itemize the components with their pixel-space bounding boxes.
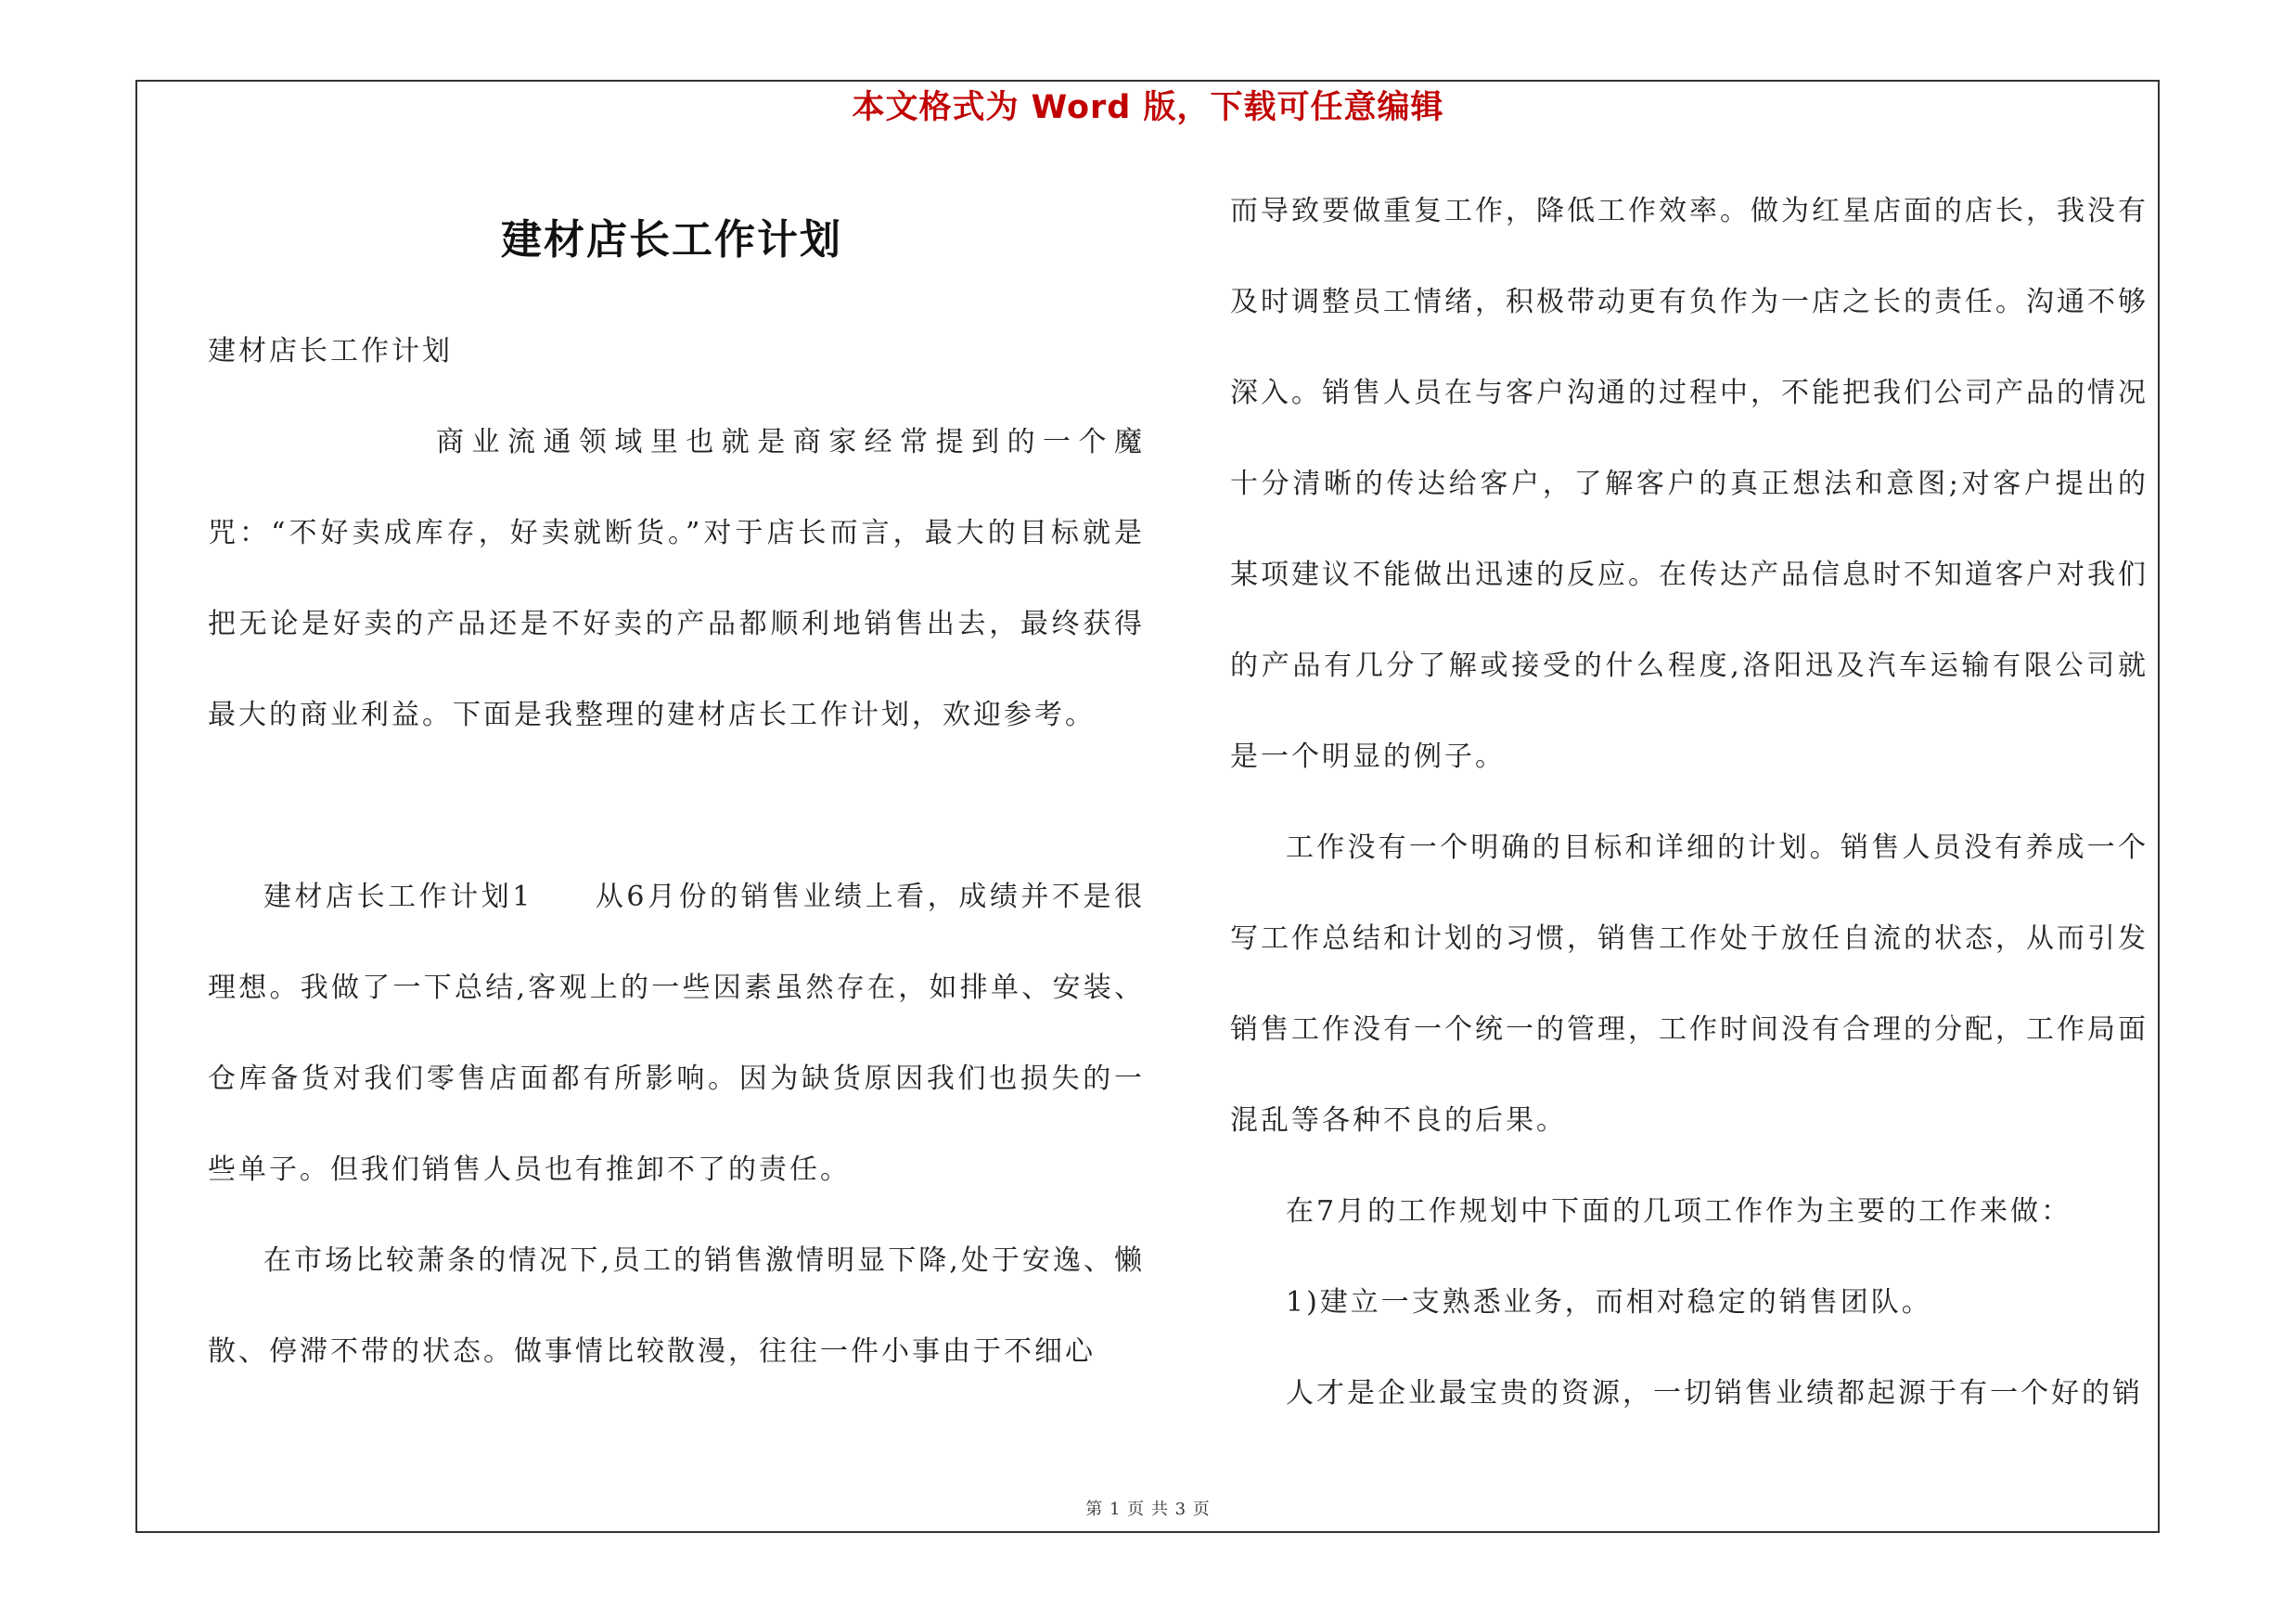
left-column: [208, 306, 1145, 1398]
paragraph-july-plan: 在7月的工作规划中下面的几项工作作为主要的工作来做：: [1286, 1195, 2072, 1228]
page-number: 第 1 页 共 3 页: [1085, 1500, 1211, 1519]
paragraph-market: 在市场比较萧条的情况下,员工的销售激情明显下降,处于安逸、懒散、停滞不带的状态。做事情比较散漫，往往一件小事由于不细心: [208, 1244, 1145, 1368]
paragraph-goals: 工作没有一个明确的目标和详细的计划。销售人员没有养成一个写工作总结和计划的习惯，销售工作处于放任自流的状态，从而引发销售工作没有一个统一的管理，工作时间没有合理的分配，工作局面混乱等各种不良的后果。: [1230, 831, 2148, 1137]
paragraph-gap: [208, 761, 1145, 852]
paragraph-talent: 人才是企业最宝贵的资源，一切销售业绩都起源于有一个好的销: [1286, 1377, 2143, 1410]
intro-paragraph: 商业流通领域里也就是商家经常提到的一个魔咒：“不好卖成库存，好卖就断货。”对于店长而言，最大的目标就是把无论是好卖的产品还是不好卖的产品都顺利地销售出去，最终获得最大的商业利益。下面是我整理的建材店长工作计划，欢迎参考。: [208, 426, 1145, 731]
paragraph-plan-1: 建材店长工作计划1 从6月份的销售业绩上看，成绩并不是很理想。我做了一下总结,客观上的一些因素虽然存在，如排单、安装、仓库备货对我们零售店面都有所影响。因为缺货原因我们也损失的一些单子。但我们销售人员也有推卸不了的责任。: [208, 881, 1145, 1186]
list-item-1: 1)建立一支熟悉业务，而相对稳定的销售团队。: [1286, 1286, 1932, 1319]
right-column: [1230, 166, 2148, 1439]
section-subtitle: 建材店长工作计划: [208, 335, 453, 367]
document-title: 建材店长工作计划: [501, 216, 842, 264]
paragraph-communication: 而导致要做重复工作，降低工作效率。做为红星店面的店长，我没有及时调整员工情绪，积极带动更有负作为一店之长的责任。沟通不够深入。销售人员在与客户沟通的过程中，不能把我们公司产品的情况十分清晰的传达给客户，了解客户的真正想法和意图;对客户提出的某项建议不能做出迅速的反应。在传达产品信息时不知道客户对我们的产品有几分了解或接受的什么程度,洛阳迅及汽车运输有限公司就是一个明显的例子。: [1230, 195, 2148, 773]
format-banner: 本文格式为 Word 版，下载可任意编辑: [852, 89, 1444, 126]
